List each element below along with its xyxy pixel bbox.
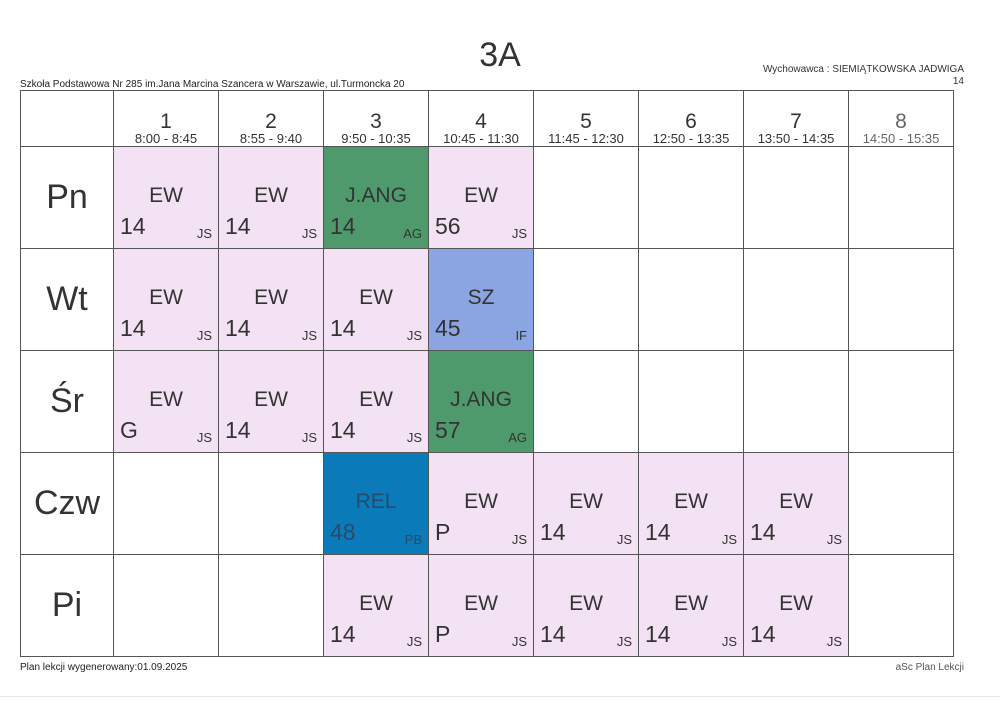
- lesson-room: 14: [225, 417, 251, 443]
- generated-date: Plan lekcji wygenerowany:01.09.2025: [20, 662, 188, 673]
- lesson-cell: [219, 351, 324, 453]
- empty-cell: [639, 249, 744, 351]
- timetable-grid: [20, 90, 954, 657]
- class-teacher: [763, 64, 964, 88]
- day-label: Pn: [21, 147, 114, 249]
- lesson-cell: [114, 147, 219, 249]
- lesson-cell: [639, 555, 744, 657]
- lesson-teacher: AG: [508, 430, 527, 445]
- lesson-cell: [429, 453, 534, 555]
- lesson-subject: EW: [359, 388, 393, 411]
- lesson-room: 14: [330, 621, 356, 647]
- period-header: 4 10:45 - 11:30: [429, 91, 534, 147]
- lesson-subject: EW: [569, 490, 603, 513]
- empty-cell: [114, 555, 219, 657]
- period-header: 7 13:50 - 14:35: [744, 91, 849, 147]
- lesson-cell: [429, 249, 534, 351]
- software-credit: aSc Plan Lekcji: [895, 662, 964, 673]
- empty-cell: [849, 453, 954, 555]
- lesson-cell: [429, 555, 534, 657]
- day-label: Śr: [21, 351, 114, 453]
- lesson-subject: EW: [569, 592, 603, 615]
- empty-cell: [744, 249, 849, 351]
- lesson-subject: EW: [464, 592, 498, 615]
- lesson-subject: EW: [149, 388, 183, 411]
- period-header-row: [21, 91, 954, 147]
- day-label: Czw: [21, 453, 114, 555]
- lesson-cell: [534, 453, 639, 555]
- empty-cell: [849, 249, 954, 351]
- lesson-cell: [534, 555, 639, 657]
- lesson-room: 14: [225, 213, 251, 239]
- lesson-subject: EW: [464, 184, 498, 207]
- lesson-room: 56: [435, 213, 461, 239]
- lesson-teacher: JS: [301, 226, 317, 241]
- lesson-room: 14: [225, 315, 251, 341]
- lesson-teacher: JS: [511, 634, 527, 649]
- lesson-subject: EW: [779, 592, 813, 615]
- corner-cell: [21, 91, 114, 147]
- lesson-cell: [324, 555, 429, 657]
- lesson-room: 14: [645, 519, 671, 545]
- lesson-cell: [114, 249, 219, 351]
- lesson-subject: SZ: [467, 286, 495, 309]
- lesson-room: 14: [540, 621, 566, 647]
- lesson-teacher: JS: [301, 328, 317, 343]
- divider: [0, 696, 1000, 697]
- lesson-subject: EW: [359, 592, 393, 615]
- lesson-room: 14: [120, 315, 146, 341]
- day-row: [21, 249, 954, 351]
- lesson-subject: EW: [359, 286, 393, 309]
- lesson-cell: [429, 147, 534, 249]
- day-label: Wt: [21, 249, 114, 351]
- lesson-cell: [639, 453, 744, 555]
- lesson-subject: EW: [149, 286, 183, 309]
- lesson-teacher: JS: [406, 634, 422, 649]
- lesson-room: 14: [330, 213, 356, 239]
- empty-cell: [114, 453, 219, 555]
- day-row: [21, 453, 954, 555]
- period-header: 1 8:00 - 8:45: [114, 91, 219, 147]
- lesson-room: P: [435, 621, 451, 647]
- lesson-room: 48: [330, 519, 356, 545]
- lesson-subject: J.ANG: [345, 184, 407, 207]
- lesson-room: 14: [330, 315, 356, 341]
- lesson-teacher: JS: [826, 634, 842, 649]
- school-name: Szkoła Podstawowa Nr 285 im.Jana Marcina Szancera w Warszawie, ul.Turmoncka 20: [20, 79, 405, 90]
- empty-cell: [744, 351, 849, 453]
- lesson-room: P: [435, 519, 451, 545]
- lesson-room: 14: [540, 519, 566, 545]
- lesson-room: 14: [330, 417, 356, 443]
- class-teacher-number: 14: [952, 76, 964, 87]
- lesson-subject: EW: [254, 286, 288, 309]
- day-row: [21, 555, 954, 657]
- class-title: 3A: [479, 36, 521, 74]
- lesson-subject: EW: [149, 184, 183, 207]
- lesson-teacher: JS: [721, 532, 737, 547]
- lesson-subject: EW: [254, 388, 288, 411]
- lesson-subject: EW: [464, 490, 498, 513]
- lesson-room: 57: [435, 417, 461, 443]
- lesson-room: 45: [435, 315, 461, 341]
- lesson-teacher: JS: [406, 328, 422, 343]
- lesson-teacher: IF: [515, 328, 527, 343]
- lesson-teacher: JS: [616, 532, 632, 547]
- lesson-room: 14: [120, 213, 146, 239]
- period-header: 2 8:55 - 9:40: [219, 91, 324, 147]
- lesson-teacher: JS: [616, 634, 632, 649]
- lesson-cell: [114, 351, 219, 453]
- lesson-cell: [324, 249, 429, 351]
- empty-cell: [534, 147, 639, 249]
- lesson-subject: J.ANG: [450, 388, 512, 411]
- lesson-room: G: [120, 417, 138, 443]
- period-header: 3 9:50 - 10:35: [324, 91, 429, 147]
- empty-cell: [849, 351, 954, 453]
- lesson-room: 14: [750, 621, 776, 647]
- lesson-teacher: JS: [196, 328, 212, 343]
- lesson-cell: [219, 249, 324, 351]
- lesson-teacher: JS: [406, 430, 422, 445]
- lesson-teacher: JS: [196, 226, 212, 241]
- period-header: 8 14:50 - 15:35: [849, 91, 954, 147]
- lesson-cell: [744, 453, 849, 555]
- empty-cell: [534, 249, 639, 351]
- lesson-subject: EW: [779, 490, 813, 513]
- empty-cell: [639, 147, 744, 249]
- lesson-teacher: JS: [196, 430, 212, 445]
- period-header: 6 12:50 - 13:35: [639, 91, 744, 147]
- lesson-teacher: JS: [826, 532, 842, 547]
- empty-cell: [849, 147, 954, 249]
- class-teacher-name: Wychowawca : SIEMIĄTKOWSKA JADWIGA: [762, 64, 964, 75]
- lesson-teacher: AG: [403, 226, 422, 241]
- lesson-cell: [744, 555, 849, 657]
- lesson-teacher: JS: [511, 532, 527, 547]
- day-row: [21, 147, 954, 249]
- lesson-cell: [324, 453, 429, 555]
- lesson-subject: EW: [674, 490, 708, 513]
- empty-cell: [219, 453, 324, 555]
- period-header: 5 11:45 - 12:30: [534, 91, 639, 147]
- empty-cell: [849, 555, 954, 657]
- lesson-subject: EW: [254, 184, 288, 207]
- empty-cell: [534, 351, 639, 453]
- lesson-cell: [324, 147, 429, 249]
- lesson-cell: [429, 351, 534, 453]
- lesson-teacher: JS: [301, 430, 317, 445]
- empty-cell: [744, 147, 849, 249]
- day-row: [21, 351, 954, 453]
- lesson-room: 14: [645, 621, 671, 647]
- lesson-teacher: JS: [511, 226, 527, 241]
- empty-cell: [219, 555, 324, 657]
- empty-cell: [639, 351, 744, 453]
- lesson-subject: REL: [355, 490, 397, 513]
- lesson-teacher: JS: [721, 634, 737, 649]
- lesson-room: 14: [750, 519, 776, 545]
- lesson-cell: [219, 147, 324, 249]
- lesson-cell: [324, 351, 429, 453]
- lesson-teacher: PB: [404, 532, 422, 547]
- lesson-subject: EW: [674, 592, 708, 615]
- day-label: Pi: [21, 555, 114, 657]
